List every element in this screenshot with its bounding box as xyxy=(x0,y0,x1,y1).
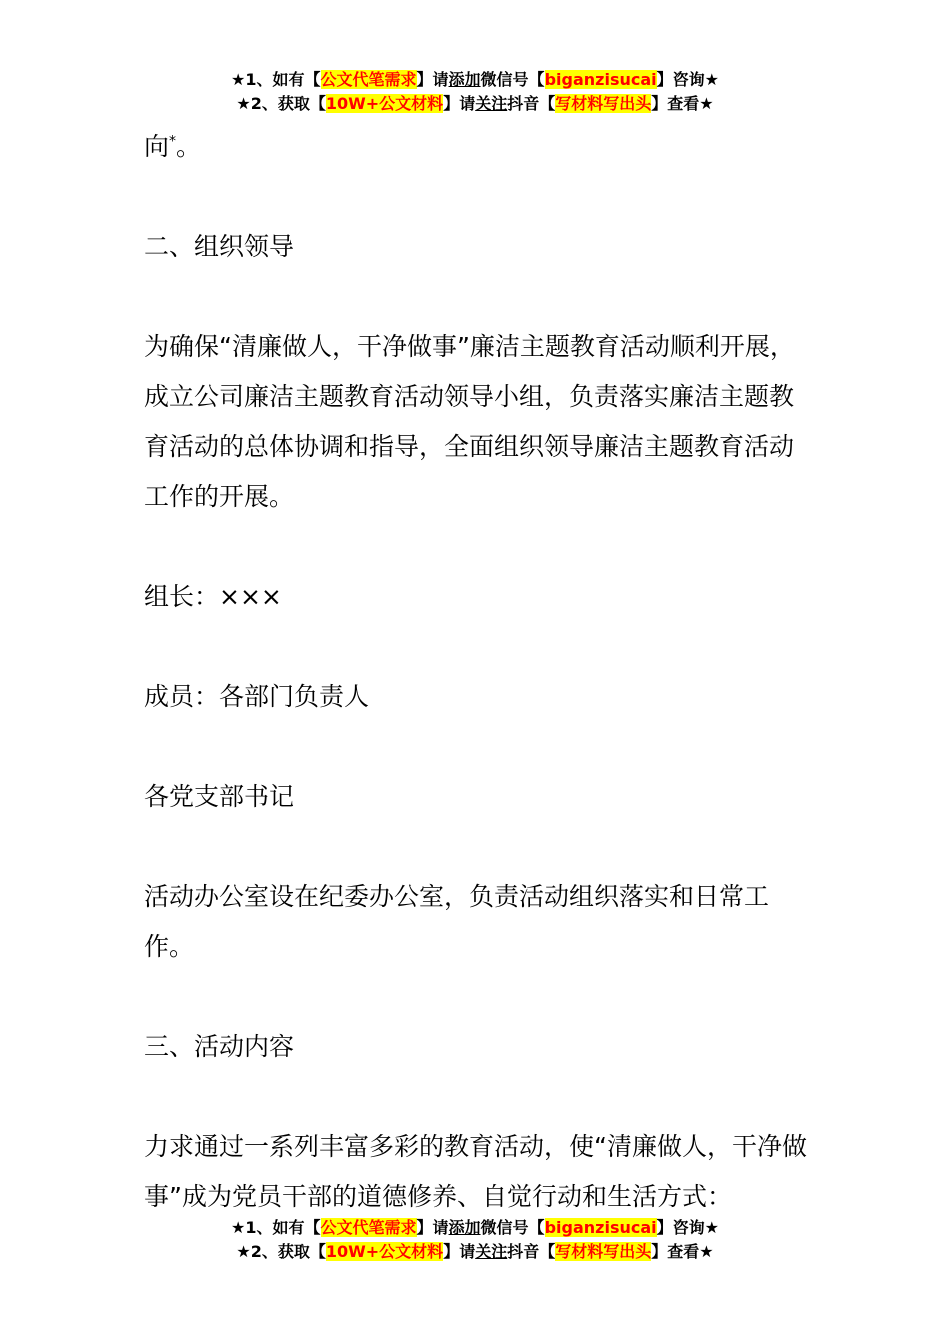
banner-text: 抖音【 xyxy=(507,94,556,113)
paragraph-leader: 组长：××× xyxy=(144,582,282,611)
banner-text: 】请 xyxy=(416,1218,449,1237)
highlight-service: 公文代笔需求 xyxy=(320,70,417,89)
banner-line-2 xyxy=(0,1240,950,1264)
continuation-text: 向 xyxy=(144,132,170,161)
banner-text: 】请 xyxy=(443,1242,476,1261)
highlight-service: 公文代笔需求 xyxy=(320,1218,417,1237)
paragraph-content: 力求通过一系列丰富多彩的教育活动，使“清廉做人，干净做事”成为党员干部的道德修养、自觉行动和生活方式： xyxy=(144,1132,807,1211)
section-heading-organization: 二、组织领导 xyxy=(144,232,295,261)
section-heading-content: 三、活动内容 xyxy=(144,1032,295,1061)
highlight-douyin-id: 写材料写出头 xyxy=(555,94,652,113)
continuation-end: 。 xyxy=(176,132,202,161)
banner-text: 微信号【 xyxy=(480,70,545,89)
paragraph-organization: 为确保“清廉做人，干净做事”廉洁主题教育活动顺利开展，成立公司廉洁主题教育活动领导小组，负责落实廉洁主题教育活动的总体协调和指导，全面组织领导廉洁主题教育活动工作的开展。 xyxy=(144,332,795,511)
highlight-wechat-id: biganzisucai xyxy=(544,1218,657,1237)
highlight-materials: 10W+公文材料 xyxy=(325,1242,444,1261)
banner-text: 】请 xyxy=(416,70,449,89)
banner-text: 】咨询★ xyxy=(656,1218,719,1237)
underline-add: 添加 xyxy=(448,1218,481,1237)
paragraph-members: 成员：各部门负责人 xyxy=(144,682,370,711)
header-banner xyxy=(0,68,950,116)
banner-text: 】查看★ xyxy=(651,94,714,113)
paragraph-office: 活动办公室设在纪委办公室，负责活动组织落实和日常工作。 xyxy=(144,882,770,961)
banner-text: 微信号【 xyxy=(480,1218,545,1237)
banner-text: ★2、获取【 xyxy=(236,1242,326,1261)
underline-follow: 关注 xyxy=(475,94,508,113)
underline-follow: 关注 xyxy=(475,1242,508,1261)
banner-line-1 xyxy=(0,68,950,92)
highlight-wechat-id: biganzisucai xyxy=(544,70,657,89)
banner-text: ★1、如有【 xyxy=(231,70,321,89)
paragraph-continuation xyxy=(144,122,812,172)
underline-add: 添加 xyxy=(448,70,481,89)
banner-text: ★2、获取【 xyxy=(236,94,326,113)
banner-line-2 xyxy=(0,92,950,116)
banner-text: ★1、如有【 xyxy=(231,1218,321,1237)
banner-text: 】咨询★ xyxy=(656,70,719,89)
banner-text: 】查看★ xyxy=(651,1242,714,1261)
banner-text: 抖音【 xyxy=(507,1242,556,1261)
document-body xyxy=(144,122,812,1272)
footnote-mark: * xyxy=(169,133,177,150)
highlight-materials: 10W+公文材料 xyxy=(325,94,444,113)
paragraph-branch-secretaries: 各党支部书记 xyxy=(144,782,295,811)
banner-line-1 xyxy=(0,1216,950,1240)
footer-banner xyxy=(0,1216,950,1264)
highlight-douyin-id: 写材料写出头 xyxy=(555,1242,652,1261)
banner-text: 】请 xyxy=(443,94,476,113)
